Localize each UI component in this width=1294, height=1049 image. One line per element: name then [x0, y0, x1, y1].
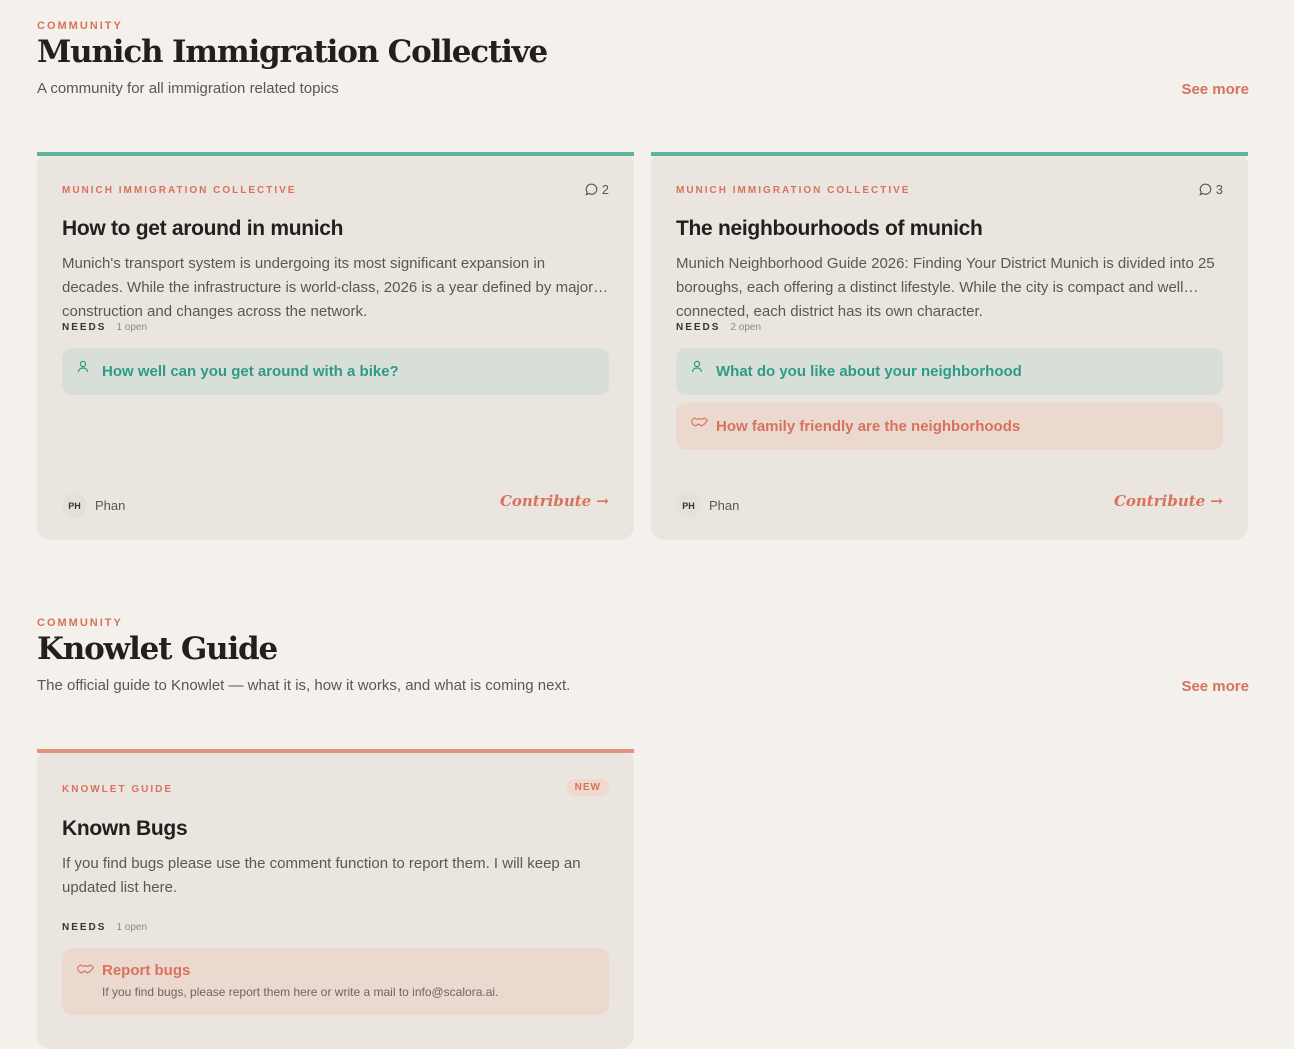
- post-card[interactable]: [651, 152, 1248, 540]
- post-card[interactable]: [37, 152, 634, 540]
- needs-label: NEEDS: [62, 922, 107, 933]
- needs-header: [62, 922, 147, 933]
- community-section-knowlet: [37, 617, 1249, 695]
- card-description: Munich Neighborhood Guide 2026: Finding Your District Munich is divided into 25 boroughs, each offering a distinct lifestyle. While the city is compact and well connected, each district has its own character.: [676, 255, 1215, 320]
- contribute-button[interactable]: Contribute →: [1113, 492, 1223, 510]
- section-eyebrow: COMMUNITY: [37, 20, 123, 32]
- card-description: Munich's transport system is undergoing its most significant expansion in decades. While the infrastructure is world-class, 2026 is a year defined by major construction and changes across the network.: [62, 255, 594, 320]
- section-eyebrow: COMMUNITY: [37, 617, 123, 629]
- needs-open-count: 2 open: [730, 322, 762, 333]
- section-description: A community for all immigration related topics: [37, 80, 339, 97]
- need-subtext: If you find bugs, please report them here or write a mail to info@scalora.ai.: [102, 985, 499, 999]
- needs-label: NEEDS: [676, 322, 721, 333]
- card-community-label: MUNICH IMMIGRATION COLLECTIVE: [62, 185, 297, 196]
- contribute-button[interactable]: Contribute →: [499, 492, 609, 510]
- author-name: Phan: [709, 498, 740, 513]
- see-more-link[interactable]: See more: [1181, 81, 1249, 98]
- avatar: PH: [676, 493, 701, 518]
- person-icon: [76, 360, 96, 376]
- person-icon: [690, 360, 710, 376]
- comment-count-value: 3: [1215, 182, 1223, 197]
- need-text: How family friendly are the neighborhoods: [716, 418, 1021, 435]
- comment-icon: [585, 183, 598, 196]
- post-card[interactable]: [37, 749, 634, 1049]
- need-item[interactable]: [62, 348, 609, 395]
- card-title[interactable]: The neighbourhoods of munich: [676, 217, 983, 240]
- card-author[interactable]: [676, 493, 739, 518]
- card-description: If you find bugs please use the comment function to report them. I will keep an updated list here.: [62, 855, 581, 896]
- needs-header: [676, 322, 761, 333]
- need-item[interactable]: [676, 403, 1223, 450]
- handshake-icon: [76, 962, 96, 978]
- comment-count[interactable]: [1199, 182, 1223, 197]
- card-community-label: MUNICH IMMIGRATION COLLECTIVE: [676, 185, 911, 196]
- needs-header: [62, 322, 147, 333]
- community-section-munich: [37, 20, 1249, 98]
- see-more-link[interactable]: See more: [1181, 678, 1249, 695]
- new-badge: NEW: [567, 779, 609, 796]
- need-text: What do you like about your neighborhood: [716, 363, 1022, 380]
- need-item[interactable]: [62, 948, 609, 1015]
- need-text: Report bugs: [102, 962, 191, 979]
- needs-open-count: 1 open: [116, 322, 148, 333]
- need-text: How well can you get around with a bike?: [102, 363, 399, 380]
- section-title[interactable]: Munich Immigration Collective: [37, 34, 547, 70]
- section-description: The official guide to Knowlet — what it is, how it works, and what is coming next.: [37, 677, 571, 694]
- avatar: PH: [62, 493, 87, 518]
- section-title[interactable]: Knowlet Guide: [37, 631, 278, 667]
- card-title[interactable]: Known Bugs: [62, 817, 188, 840]
- card-community-label: KNOWLET GUIDE: [62, 784, 173, 795]
- needs-label: NEEDS: [62, 322, 107, 333]
- needs-open-count: 1 open: [116, 922, 148, 933]
- comment-icon: [1199, 183, 1212, 196]
- comment-count-value: 2: [601, 182, 609, 197]
- need-item[interactable]: [676, 348, 1223, 395]
- comment-count[interactable]: [585, 182, 609, 197]
- card-author[interactable]: [62, 493, 125, 518]
- card-title[interactable]: How to get around in munich: [62, 217, 344, 240]
- author-name: Phan: [95, 498, 126, 513]
- handshake-icon: [690, 415, 710, 431]
